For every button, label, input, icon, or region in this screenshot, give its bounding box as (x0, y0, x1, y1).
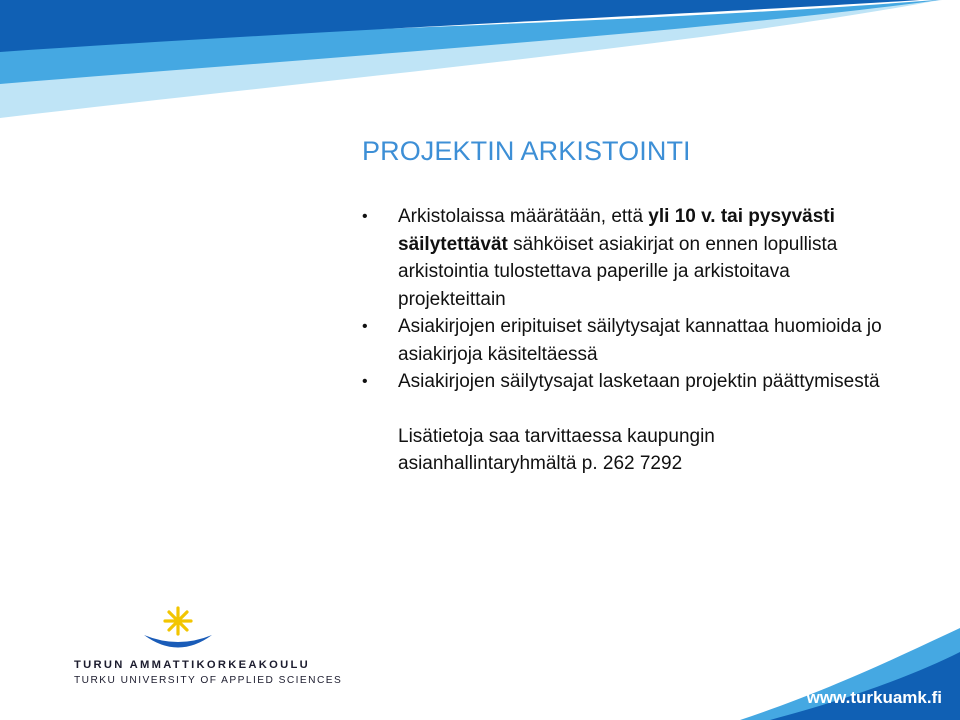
bullet-dot-icon: • (362, 373, 368, 390)
top-wave-banner (0, 0, 960, 140)
bullet-text-bold: yli 10 v. tai pysyvästi säilytettävät (398, 206, 835, 255)
bullet-item (362, 203, 882, 313)
bullet-dot-icon: • (362, 318, 368, 335)
slide-body (362, 203, 882, 478)
bullet-item (362, 313, 882, 368)
logo-emblem-icon (74, 605, 286, 657)
bullet-text-part: sähköiset asiakirjat on ennen lopullista arkistointia tulostettava paperille ja arkistoitava projekteittain (398, 233, 838, 310)
website-link[interactable]: www.turkuamk.fi (806, 688, 942, 707)
university-logo (74, 605, 343, 695)
logo-name-finnish: TURUN AMMATTIKORKEAKOULU (74, 659, 311, 671)
bullet-text-part: Asiakirjojen säilytysajat lasketaan projektin päättymisestä (398, 371, 880, 392)
bullet-text-part: Asiakirjojen eripituiset säilytysajat kannattaa huomioida jo asiakirjoja käsiteltäessä (398, 316, 882, 365)
slide-title: PROJEKTIN ARKISTOINTI (362, 136, 691, 166)
bullet-text-part: Arkistolaissa määrätään, että (398, 206, 649, 227)
contact-note: Lisätietoja saa tarvittaessa kaupungin asianhallintaryhmältä p. 262 7292 (398, 425, 715, 474)
bullet-item (362, 368, 882, 396)
logo-name-english: TURKU UNIVERSITY OF APPLIED SCIENCES (74, 675, 343, 686)
bullet-dot-icon: • (362, 208, 368, 225)
